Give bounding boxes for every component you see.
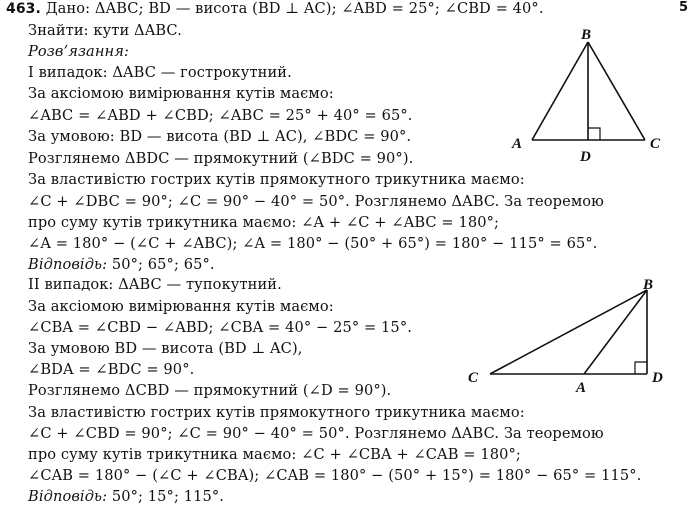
label-b: B — [643, 277, 654, 293]
right-angle-mark — [635, 362, 647, 374]
problem-find: Знайти: кути ΔABC. — [28, 22, 182, 39]
case2-line-2: ∠CBA = ∠CBD − ∠ABD; ∠CBA = 40° − 25° = 15°. — [28, 319, 412, 336]
solution-label: Розв’язання: — [28, 43, 130, 60]
label-c: C — [650, 136, 661, 152]
case2-line-1: За аксіомою вимірювання кутів маємо: — [28, 298, 334, 315]
case2-line-5: Розглянемо ΔCBD — прямокутний (∠D = 90°). — [28, 382, 392, 399]
case2-triangle-figure — [462, 276, 684, 396]
side-bc — [588, 42, 645, 140]
case1-answer — [28, 256, 215, 274]
case1-line-3: За умовою: BD — висота (BD ⊥ AC), ∠BDC = 90°. — [28, 128, 412, 145]
case2-answer-value: 50°; 15°; 115°. — [107, 488, 224, 505]
given-text: Дано: ΔABC; BD — висота (BD ⊥ AC); ∠ABD = 25°; ∠CBD = 40°. — [45, 0, 544, 17]
problem-number: 463. — [6, 1, 41, 17]
case1-line-6: ∠C + ∠DBC = 90°; ∠C = 90° − 40° = 50°. Розглянемо ΔABC. За теоремою — [28, 193, 604, 210]
case2-title: ІІ випадок: ΔABC — тупокутний. — [28, 276, 282, 293]
case1-line-7: про суму кутів трикутника маємо: ∠A + ∠C + ∠ABC = 180°; — [28, 214, 500, 231]
case1-triangle-figure — [500, 22, 680, 172]
side-ab — [532, 42, 588, 140]
case2-answer-label: Відповідь: — [28, 488, 108, 505]
case1-line-1: За аксіомою вимірювання кутів маємо: — [28, 85, 334, 102]
side-cb — [490, 290, 647, 374]
label-a: A — [576, 380, 587, 396]
case2-line-8: про суму кутів трикутника маємо: ∠C + ∠CBA + ∠CAB = 180°; — [28, 446, 521, 463]
case1-line-4: Розглянемо ΔBDC — прямокутний (∠BDC = 90°). — [28, 150, 414, 167]
case1-line-8: ∠A = 180° − (∠C + ∠ABC); ∠A = 180° − (50° + 65°) = 180° − 115° = 65°. — [28, 235, 598, 252]
case2-line-9: ∠CAB = 180° − (∠C + ∠CBA); ∠CAB = 180° − (50° + 15°) = 180° − 65° = 115°. — [28, 467, 642, 484]
label-b: B — [581, 27, 592, 43]
side-ab — [584, 290, 647, 374]
case1-line-5: За властивістю гострих кутів прямокутного трикутника маємо: — [28, 171, 525, 188]
case2-line-7: ∠C + ∠CBD = 90°; ∠C = 90° − 40° = 50°. Розглянемо ΔABC. За теоремою — [28, 425, 604, 442]
case2-line-6: За властивістю гострих кутів прямокутного трикутника маємо: — [28, 404, 525, 421]
case1-answer-label: Відповідь: — [28, 256, 108, 273]
label-a: A — [512, 136, 523, 152]
case1-line-2: ∠ABC = ∠ABD + ∠CBD; ∠ABC = 25° + 40° = 65°. — [28, 107, 413, 124]
label-d: D — [652, 370, 663, 386]
page-edge-mark: 5 — [679, 0, 689, 15]
label-c: C — [468, 370, 479, 386]
label-d: D — [580, 149, 591, 165]
problem-given — [6, 0, 544, 18]
case1-answer-value: 50°; 65°; 65°. — [107, 256, 215, 273]
case1-title: І випадок: ΔABC — гострокутний. — [28, 64, 292, 81]
case2-line-4: ∠BDA = ∠BDC = 90°. — [28, 361, 195, 378]
case2-answer — [28, 488, 224, 506]
right-angle-mark — [588, 128, 600, 140]
case2-line-3: За умовою BD — висота (BD ⊥ AC), — [28, 340, 303, 357]
